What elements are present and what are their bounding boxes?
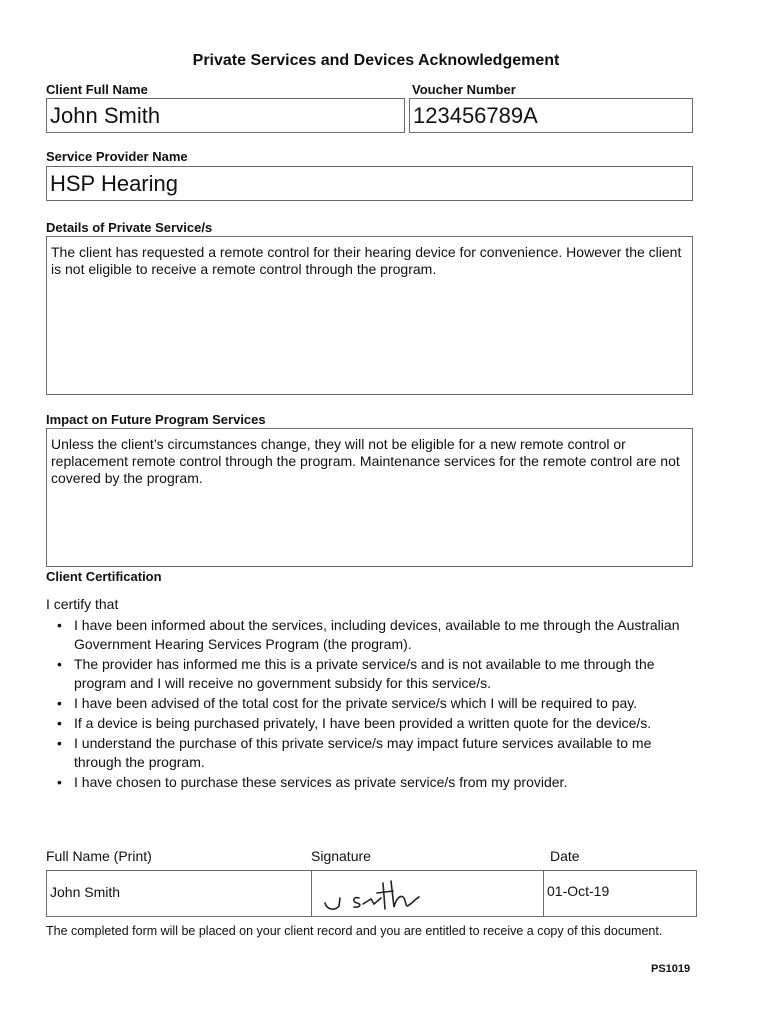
full-name-header: Full Name (Print): [46, 848, 152, 864]
date-cell[interactable]: [544, 871, 698, 916]
service-provider-label: Service Provider Name: [46, 149, 188, 164]
certification-intro: I certify that: [46, 596, 119, 612]
service-provider-field[interactable]: [46, 166, 693, 201]
date-value: 01-Oct-19: [547, 883, 610, 899]
impact-value: Unless the client’s circumstances change, they will not be eligible for a new remote control or replacement remote control through the program. Maintenance services for the remote control are not covered by the program.: [51, 436, 680, 486]
bullet-icon: •: [57, 695, 62, 711]
certification-label: Client Certification: [46, 569, 162, 584]
certification-item: • I have been advised of the total cost for the private service/s which I will be required to pay.: [57, 695, 638, 711]
certification-item: • I understand the purchase of this private service/s may impact future services available to me through the program.: [57, 735, 652, 770]
date-header: Date: [550, 848, 580, 864]
footer-note: The completed form will be placed on your client record and you are entitled to receive a copy of this document.: [46, 924, 663, 938]
bullet-icon: •: [57, 617, 62, 633]
certification-item: • If a device is being purchased privately, I have been provided a written quote for the device/s.: [57, 715, 652, 731]
bullet-icon: •: [57, 774, 62, 790]
details-textarea[interactable]: [46, 236, 693, 395]
form-code: PS1019: [651, 963, 691, 975]
signature-image: [319, 871, 439, 917]
certification-item: • I have been informed about the services, including devices, available to me through the Australian Government Hearing Services Program (the program).: [57, 617, 680, 652]
voucher-number-label: Voucher Number: [412, 82, 516, 97]
impact-textarea[interactable]: [46, 428, 693, 567]
signature-header: Signature: [311, 848, 371, 864]
bullet-icon: •: [57, 656, 62, 672]
certification-list: [46, 616, 696, 793]
client-name-label: Client Full Name: [46, 82, 148, 97]
details-value: The client has requested a remote control for their hearing device for convenience. However the client is not eligible to receive a remote control through the program.: [51, 244, 682, 277]
client-name-value: John Smith: [50, 103, 161, 128]
client-name-field[interactable]: [46, 98, 405, 133]
certification-item: • The provider has informed me this is a private service/s and is not available to me through the program and I will receive no government subsidy for this service/s.: [57, 656, 655, 691]
voucher-number-value: 123456789A: [413, 103, 538, 128]
impact-label: Impact on Future Program Services: [46, 412, 266, 427]
voucher-number-field[interactable]: [409, 98, 693, 133]
signature-cell[interactable]: [311, 871, 544, 916]
service-provider-value: HSP Hearing: [50, 171, 178, 196]
signoff-row: [46, 870, 697, 917]
details-label: Details of Private Service/s: [46, 220, 213, 235]
bullet-icon: •: [57, 715, 62, 731]
certification-item: • I have chosen to purchase these services as private service/s from my provider.: [57, 774, 568, 790]
form-title: Private Services and Devices Acknowledgement: [192, 52, 560, 69]
full-name-value: John Smith: [50, 884, 121, 900]
bullet-icon: •: [57, 735, 62, 751]
full-name-cell[interactable]: [47, 871, 312, 916]
